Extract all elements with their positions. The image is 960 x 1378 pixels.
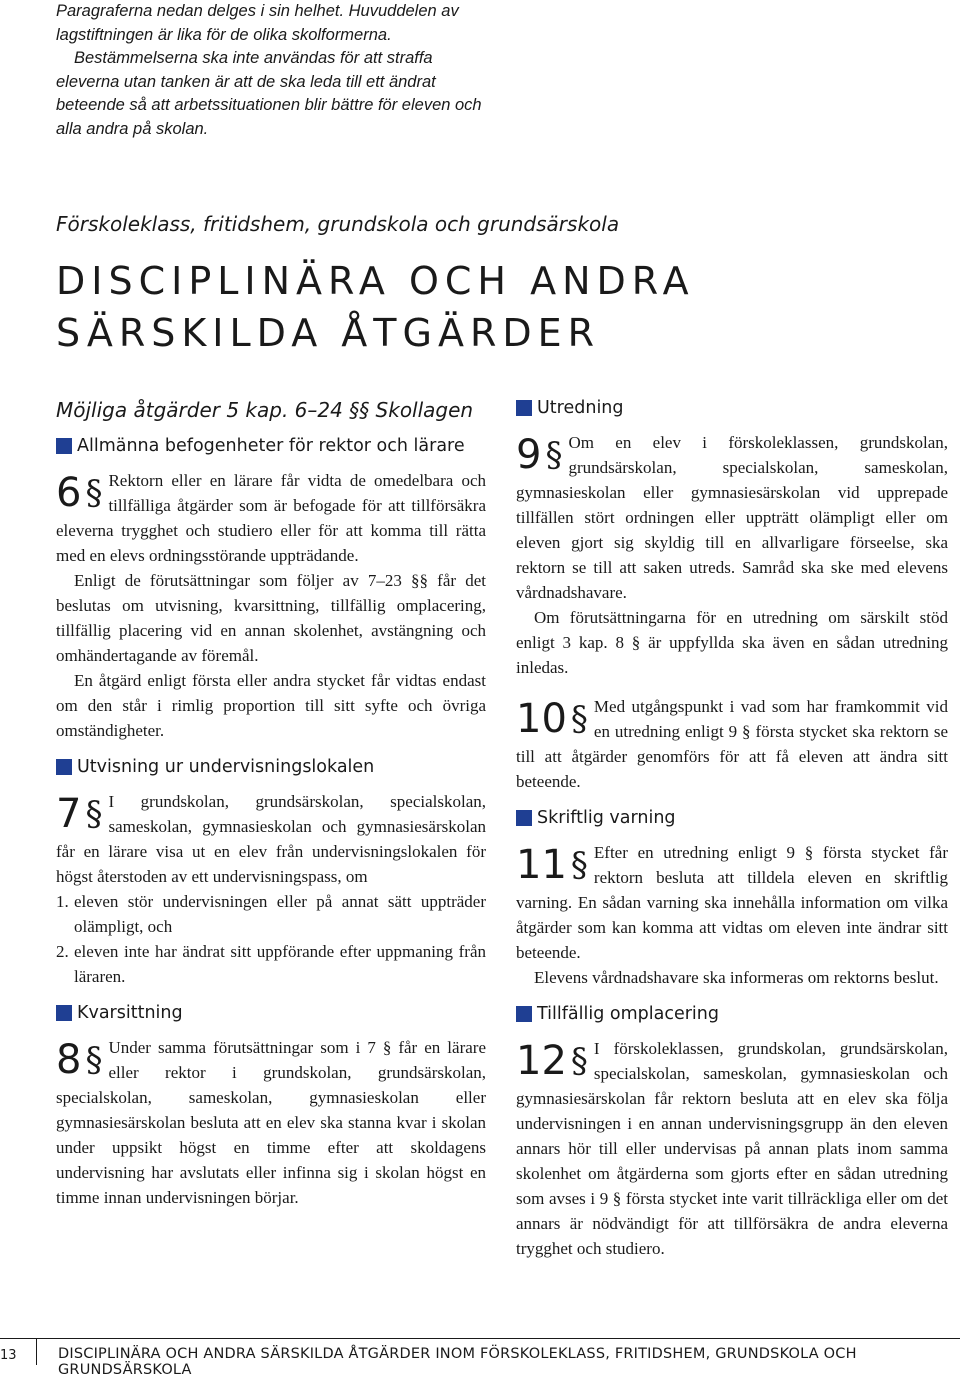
paragraph-text: Om en elev i förskoleklassen, grundskolan, grundsärskolan, specialskolan, sameskolan, gymnasieskolan eller gymnasiesärskolan vid upprepade tillfällen stört ordningen eller uppträtt olämpligt eller om eleven gjort sig skyldig till en allvarligare förseelse, ska rektorn se till att saken utreds. Samråd ska ske med elevens vårdnadshavare. (516, 433, 948, 602)
section-sign-icon: § (570, 845, 588, 885)
section-sign-icon: § (85, 794, 103, 834)
paragraph-text: I förskoleklassen, grundskolan, grundsärskolan, specialskolan, sameskolan, gymnasieskolan och gymnasiesärskolan får rektorn besluta att en elev ska följa undervisningen i en annan undervisningsgrupp än den eleven annars hör till eller undervisas på annan plats inom samma skolenhet om åtgärderna som gjorts efter en sådan utredning som avses i 9 § första stycket inte varit tillräckliga eller om det annars är nödvändigt för att tillförsäkra de andra eleverna trygghet och studiero. (516, 1039, 948, 1258)
footer-vertical-divider (36, 1338, 37, 1365)
section-heading-label: Kvarsittning (77, 1003, 183, 1023)
footer-text: DISCIPLINÄRA OCH ANDRA SÄRSKILDA ÅTGÄRDER INOM FÖRSKOLEKLASS, FRITIDSHEM, GRUNDSKOLA OCH GRUNDSÄRSKOLA (58, 1346, 857, 1378)
paragraph-text: Efter en utredning enligt 9 § första stycket får rektorn besluta att tilldela eleven en skriftlig varning. En sådan varning ska innehålla information om vilka åtgärder som kan komma att vidtas om eleven inte ändrar sitt beteende. (516, 843, 948, 962)
list-text: eleven inte har ändrat sitt uppförande efter uppmaning från läraren. (74, 942, 486, 986)
section-heading-label: Skriftlig varning (537, 808, 676, 828)
section-sign-icon: § (570, 1041, 588, 1081)
section-heading-label: Allmänna befogenheter för rektor och lärare (77, 436, 465, 456)
section-sign-icon: § (85, 473, 103, 513)
paragraph-number-label: 6 (56, 470, 82, 516)
paragraph-text: Rektorn eller en lärare får vidta de omedelbara och tillfälliga åtgärder som är befogade för att tillförsäkra eleverna trygghet och studiero eller för att komma till rätta med en elevs ordningsstörande uppträdande. (56, 471, 486, 565)
paragraph-number-label: 9 (516, 432, 542, 478)
list-text: eleven stör undervisningen eller på annat sätt uppträder olämpligt, och (74, 892, 486, 936)
paragraph-number (516, 696, 588, 742)
section-marker-icon (516, 1006, 532, 1022)
paragraph-number (516, 1038, 588, 1084)
section-marker-icon (56, 1005, 72, 1021)
paragraph-text: En åtgärd enligt första eller andra stycket får vidtas endast om den står i rimlig proportion till sitt syfte och övriga omständigheter. (56, 671, 486, 740)
section-heading-detention (56, 1003, 486, 1023)
paragraph-11 (516, 840, 948, 990)
footer-divider (0, 1338, 960, 1339)
section-sign-icon: § (85, 1040, 103, 1080)
right-column (516, 398, 948, 1261)
paragraph-number-label: 11 (516, 842, 567, 888)
intro-paragraph-1: Paragraferna nedan delges i sin helhet. Huvuddelen av lagstiftningen är lika för de olika skolformerna. (56, 2, 459, 44)
paragraph-text: Elevens vårdnadshavare ska informeras om rektorns beslut. (534, 968, 939, 987)
section-heading-written-warning (516, 808, 948, 828)
law-heading: Möjliga åtgärder 5 kap. 6–24 §§ Skollagen (56, 398, 474, 422)
section-marker-icon (516, 400, 532, 416)
list-number: 2. (56, 942, 69, 961)
paragraph-number-label: 8 (56, 1037, 82, 1083)
intro-paragraph-2: Bestämmelserna ska inte användas för att straffa eleverna utan tanken är att de ska leda till ett ändrat beteende så att arbetssituationen blir bättre för eleven och alla andra på skolan. (56, 49, 482, 138)
paragraph-text: Med utgångspunkt i vad som har framkommit vid en utredning enligt 9 § första stycket ska rektorn se till att åtgärder genomförs för att få eleven att ändra sitt beteende. (516, 697, 948, 791)
left-column (56, 398, 486, 1210)
list-number: 1. (56, 892, 69, 911)
section-marker-icon (56, 438, 72, 454)
intro-text (56, 0, 496, 141)
paragraph-6 (56, 468, 486, 743)
paragraph-8 (56, 1035, 486, 1210)
section-marker-icon (56, 759, 72, 775)
section-heading-label: Utredning (537, 398, 624, 418)
paragraph-number-label: 12 (516, 1038, 567, 1084)
page-number: 13 (0, 1348, 17, 1363)
section-heading-expulsion (56, 757, 486, 777)
section-sign-icon: § (570, 699, 588, 739)
page-footer (0, 1338, 960, 1378)
list-item (56, 939, 486, 989)
paragraph-number (516, 432, 562, 478)
page-title: DISCIPLINÄRA OCH ANDRA SÄRSKILDA ÅTGÄRDER (56, 259, 695, 355)
section-heading-temporary-relocation (516, 1004, 948, 1024)
section-marker-icon (516, 810, 532, 826)
paragraph-10 (516, 694, 948, 794)
section-heading-investigation (516, 398, 948, 418)
paragraph-text: Om förutsättningarna för en utredning om särskilt stöd enligt 3 kap. 8 § är uppfyllda ska även en sådan utredning inledas. (516, 608, 948, 677)
paragraph-12 (516, 1036, 948, 1261)
paragraph-number (516, 842, 588, 888)
paragraph-number-label: 7 (56, 791, 82, 837)
paragraph-9 (516, 430, 948, 680)
section-heading-label: Utvisning ur undervisningslokalen (77, 757, 375, 777)
paragraph-text: Enligt de förutsättningar som följer av 7–23 §§ får det beslutas om utvisning, kvarsittning, tillfällig omplacering, tillfällig placering vid en annan skolenhet, avstängning och omhändertagande av föremål. (56, 571, 486, 665)
paragraph-text: I grundskolan, grundsärskolan, specialskolan, sameskolan, gymnasieskolan och gymnasiesärskolan får en lärare visa ut en elev från undervisningslokalen för högst återstoden av ett undervisningspass, om (56, 792, 486, 886)
page-subtitle: Förskoleklass, fritidshem, grundskola och grundsärskola (56, 212, 620, 236)
list-item (56, 889, 486, 939)
section-heading-general-powers (56, 436, 486, 456)
paragraph-number-label: 10 (516, 696, 567, 742)
paragraph-number (56, 791, 102, 837)
paragraph-text: Under samma förutsättningar som i 7 § får en lärare eller rektor i grundskolan, grundsärskolan, specialskolan, sameskolan, gymnasieskolan eller gymnasiesärskolan besluta att en elev ska stanna kvar i skolan under uppsikt högst en timme efter att skoldagens undervisning har avslutats eller infinna sig i skolan högst en timme innan undervisningen börjar. (56, 1038, 486, 1207)
paragraph-7 (56, 789, 486, 889)
section-sign-icon: § (545, 435, 563, 475)
paragraph-number (56, 470, 102, 516)
paragraph-number (56, 1037, 102, 1083)
section-heading-label: Tillfällig omplacering (537, 1004, 719, 1024)
